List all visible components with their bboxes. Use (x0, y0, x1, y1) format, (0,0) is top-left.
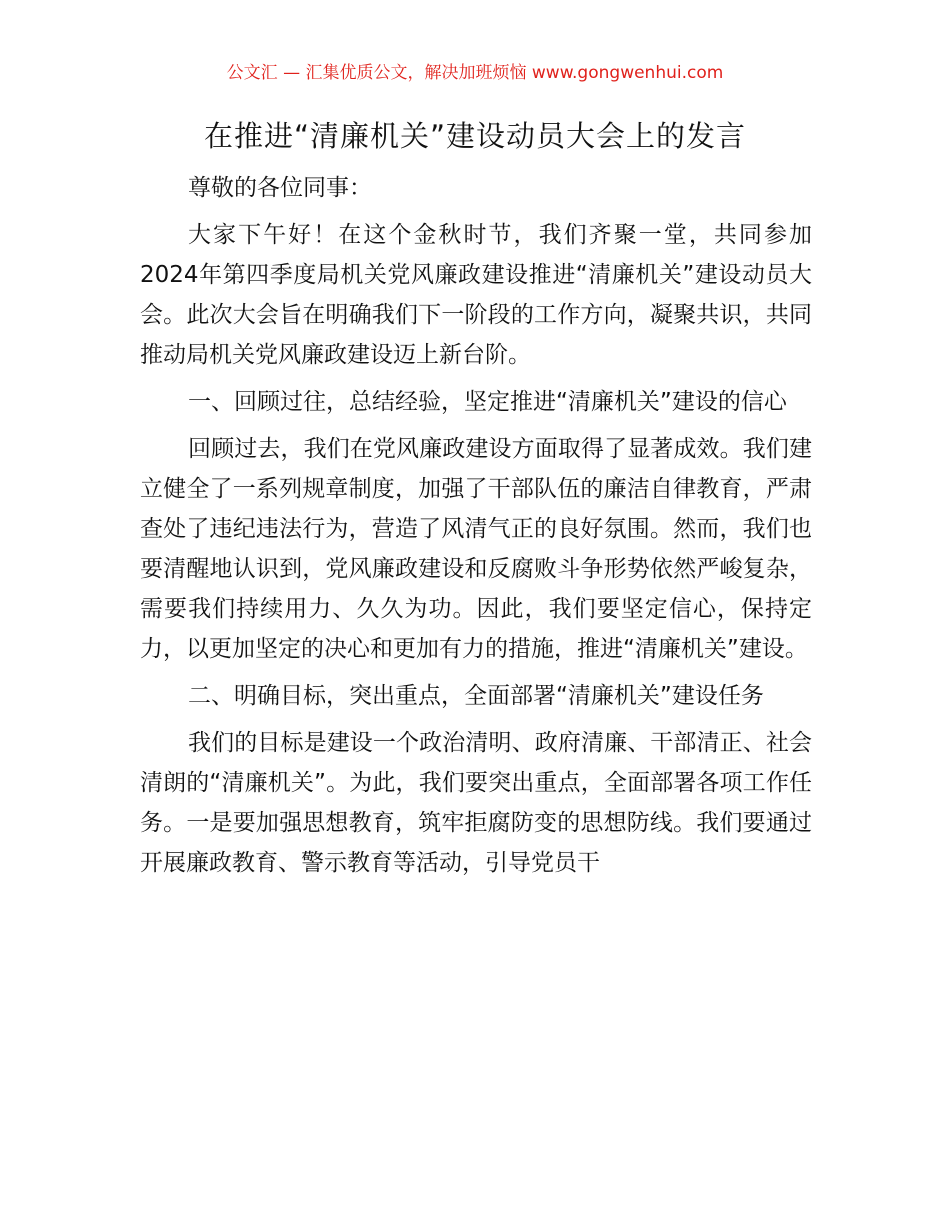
section-heading: 一、回顾过往，总结经验，坚定推进“清廉机关”建设的信心 (188, 389, 787, 415)
body-paragraph: 我们的目标是建设一个政治清明、政府清廉、干部清正、社会清朗的“清廉机关”。为此，我们要突出重点，全面部署各项工作任务。一是要加强思想教育，筑牢拒腐防变的思想防线。我们要通过开展廉政教育、警示教育等活动，引导党员干 (140, 730, 812, 876)
section-heading: 二、明确目标，突出重点，全面部署“清廉机关”建设任务 (188, 683, 764, 709)
watermark-header: 公文汇 — 汇集优质公文，解决加班烦恼 www.gongwenhui.com (226, 63, 724, 83)
salutation: 尊敬的各位同事： (188, 175, 372, 201)
document-body (140, 168, 812, 890)
document-title: 在推进“清廉机关”建设动员大会上的发言 (203, 119, 747, 153)
body-paragraph: 回顾过去，我们在党风廉政建设方面取得了显著成效。我们建立健全了一系列规章制度，加强了干部队伍的廉洁自律教育，严肃查处了违纪违法行为，营造了风清气正的良好氛围。然而，我们也要清醒地认识到，党风廉政建设和反腐败斗争形势依然严峻复杂，需要我们持续用力、久久为功。因此，我们要坚定信心，保持定力，以更加坚定的决心和更加有力的措施，推进“清廉机关”建设。 (140, 436, 812, 662)
body-paragraph: 大家下午好！在这个金秋时节，我们齐聚一堂，共同参加2024年第四季度局机关党风廉政建设推进“清廉机关”建设动员大会。此次大会旨在明确我们下一阶段的工作方向，凝聚共识，共同推动局机关党风廉政建设迈上新台阶。 (140, 222, 812, 368)
